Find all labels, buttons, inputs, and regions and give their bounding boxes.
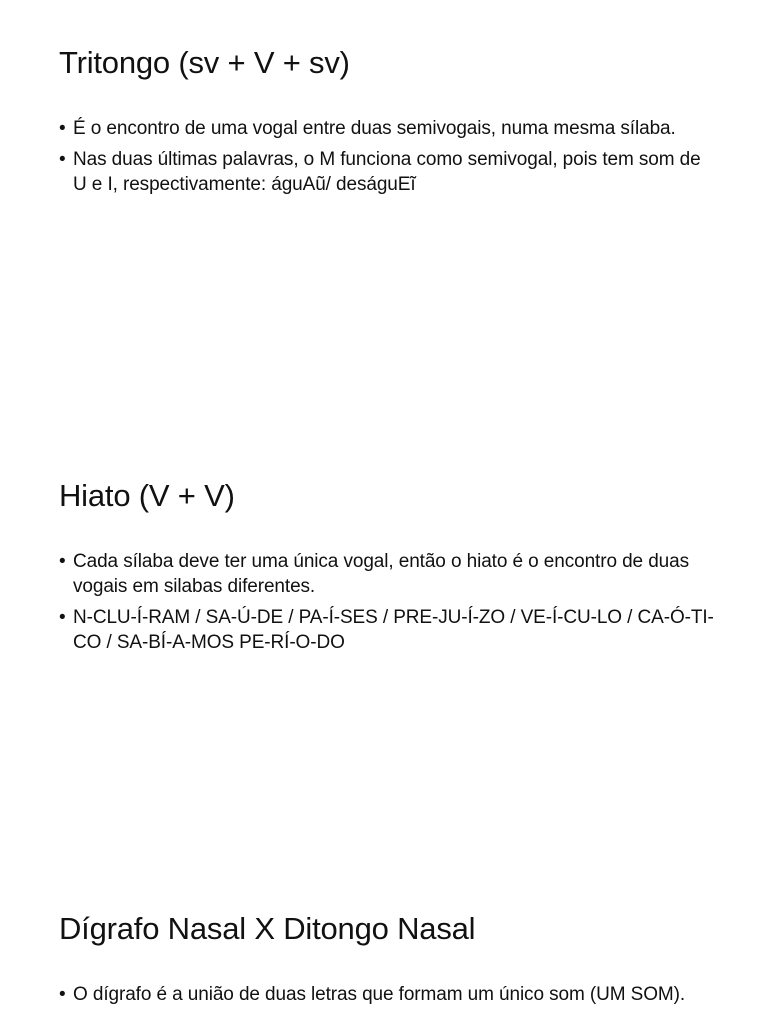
list-item (59, 982, 719, 1007)
bullet-list (59, 116, 719, 197)
section-title: Tritongo (sv + V + sv) (59, 45, 350, 80)
bullet-list (59, 549, 719, 655)
section-tritongo (59, 44, 719, 203)
list-item (59, 116, 719, 141)
bullet-text: N-CLU-Í-RAM / SA-Ú-DE / PA-Í-SES / PRE-JU-Í-ZO / VE-Í-CU-LO / CA-Ó-TI-CO / SA-BÍ-A-MOS PE-RÍ-O-DO (73, 607, 714, 653)
section-title: Hiato (V + V) (59, 478, 235, 513)
bullet-icon: • (59, 149, 66, 170)
bullet-icon: • (59, 607, 66, 628)
section-title: Dígrafo Nasal X Ditongo Nasal (59, 911, 476, 946)
section-hiato (59, 477, 719, 661)
list-item (59, 147, 719, 197)
bullet-icon: • (59, 551, 66, 572)
section-digrafo-nasal (59, 910, 719, 1013)
list-item (59, 605, 719, 655)
list-item (59, 549, 719, 599)
bullet-text: Nas duas últimas palavras, o M funciona como semivogal, pois tem som de U e I, respectivamente: águAũ/ deságuEĩ (73, 149, 701, 195)
bullet-list (59, 982, 719, 1007)
bullet-text: É o encontro de uma vogal entre duas semivogais, numa mesma sílaba. (73, 118, 676, 139)
bullet-text: O dígrafo é a união de duas letras que formam um único som (UM SOM). (73, 984, 686, 1005)
bullet-icon: • (59, 984, 66, 1005)
bullet-icon: • (59, 118, 66, 139)
bullet-text: Cada sílaba deve ter uma única vogal, então o hiato é o encontro de duas vogais em silabas diferentes. (73, 551, 690, 597)
